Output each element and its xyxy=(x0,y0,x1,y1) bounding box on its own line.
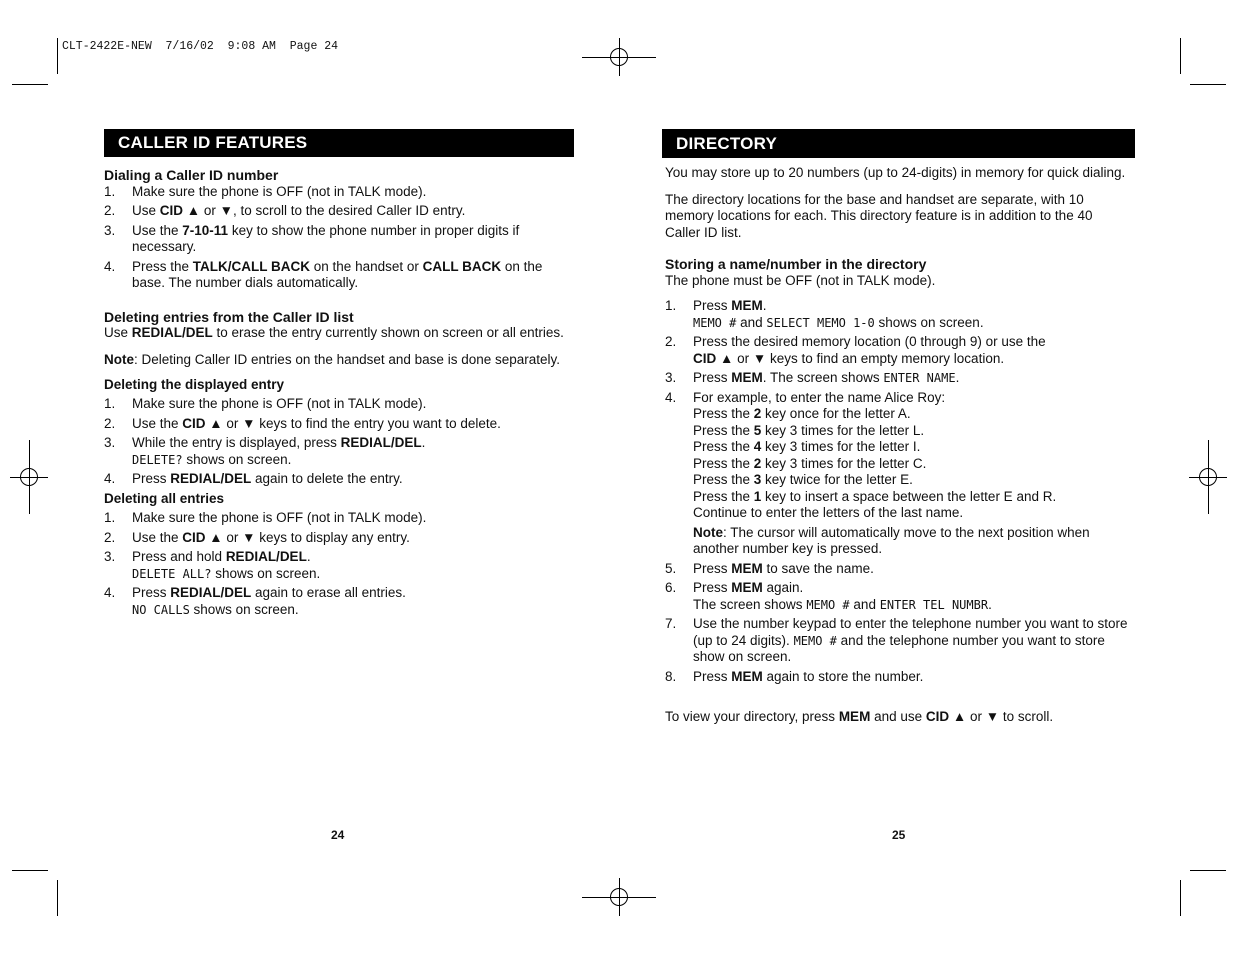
list-item: 4. For example, to enter the name Alice Roy: Press the 2 key once for the letter A. Press the 5 key 3 times for the letter L. Press the 4 key 3 times for the letter I. Press the 2 key 3 times for the letter C. Press the 3 key twice for the letter E. Press the 1 key to insert a space between the letter E and R. Continue to enter the letters of the last name. Note: The cursor will automatically move to the next position when another number key is pressed. xyxy=(665,390,1135,558)
list-item: 4. Press REDIAL/DEL again to erase all entries. NO CALLS shows on screen. xyxy=(104,585,406,617)
left-page xyxy=(104,129,574,618)
printer-slug: CLT-2422E-NEW 7/16/02 9:08 AM Page 24 xyxy=(62,40,339,53)
list-item: 1. Press MEM. MEMO # and SELECT MEMO 1-0 shows on screen. xyxy=(665,298,984,330)
list-item: 4. Press REDIAL/DEL again to delete the entry. xyxy=(104,471,403,486)
list-item: 2. Use the CID ▲ or ▼ keys to display any entry. xyxy=(104,529,410,545)
list-item: 3. Press and hold REDIAL/DEL. DELETE ALL? shows on screen. xyxy=(104,549,321,581)
caller-id-features-banner: CALLER ID FEATURES xyxy=(104,129,574,157)
deleting-displayed-heading: Deleting the displayed entry xyxy=(104,376,285,392)
directory-banner: DIRECTORY xyxy=(662,129,1135,158)
list-item: 1. Make sure the phone is OFF (not in TALK mode). xyxy=(104,183,427,199)
right-page xyxy=(665,129,1135,726)
list-item: 5. Press MEM to save the name. xyxy=(665,560,874,576)
list-item: 3. Use the 7-10-11 key to show the phone number in proper digits if necessary. xyxy=(104,222,520,254)
list-item: 1. Make sure the phone is OFF (not in TALK mode). xyxy=(104,396,427,411)
list-item: 3. Press MEM. The screen shows ENTER NAME. xyxy=(665,370,960,385)
page-number-left: 24 xyxy=(331,828,345,842)
list-item: 2. Press the desired memory location (0 through 9) or use the CID ▲ or ▼ keys to find an empty memory location. xyxy=(665,334,1046,366)
storing-subtext: The phone must be OFF (not in TALK mode). xyxy=(665,272,936,288)
deleting-entries-heading: Deleting entries from the Caller ID list xyxy=(104,308,354,325)
directory-locations-paragraph: The directory locations for the base and handset are separate, with 10 memory locations for each. This directory feature is in addition to the 40 Caller ID list. xyxy=(665,191,1093,240)
note-paragraph: Note: The cursor will automatically move to the next position when another number key is pressed. xyxy=(693,524,1090,556)
list-item: 2. Use the CID ▲ or ▼ keys to find the entry you want to delete. xyxy=(104,415,501,431)
dialing-heading: Dialing a Caller ID number xyxy=(104,167,279,183)
intro-paragraph: You may store up to 20 numbers (up to 24-digits) in memory for quick dialing. xyxy=(665,165,1126,180)
view-directory-paragraph: To view your directory, press MEM and use CID ▲ or ▼ to scroll. xyxy=(665,709,1054,724)
list-item: 2. Use CID ▲ or ▼, to scroll to the desired Caller ID entry. xyxy=(104,203,466,218)
list-item: 8. Press MEM again to store the number. xyxy=(665,668,924,684)
list-item: 6. Press MEM again. The screen shows MEMO # and ENTER TEL NUMBR. xyxy=(665,580,992,612)
deleting-all-heading: Deleting all entries xyxy=(104,490,225,506)
note-paragraph: Note: Deleting Caller ID entries on the handset and base is done separately. xyxy=(104,351,561,367)
list-item: 4. Press the TALK/CALL BACK on the handset or CALL BACK on the base. The number dials automatically. xyxy=(104,258,543,290)
list-item: 3. While the entry is displayed, press REDIAL/DEL. DELETE? shows on screen. xyxy=(104,435,426,467)
deleting-entries-text: Use REDIAL/DEL to erase the entry currently shown on screen or all entries. xyxy=(104,325,564,340)
storing-heading: Storing a name/number in the directory xyxy=(665,256,927,272)
list-item: 7. Use the number keypad to enter the telephone number you want to store (up to 24 digits). MEMO # and the telephone number you want to store show on screen. xyxy=(665,616,1128,664)
page-number-right: 25 xyxy=(892,828,906,842)
list-item: 1. Make sure the phone is OFF (not in TALK mode). xyxy=(104,510,427,525)
